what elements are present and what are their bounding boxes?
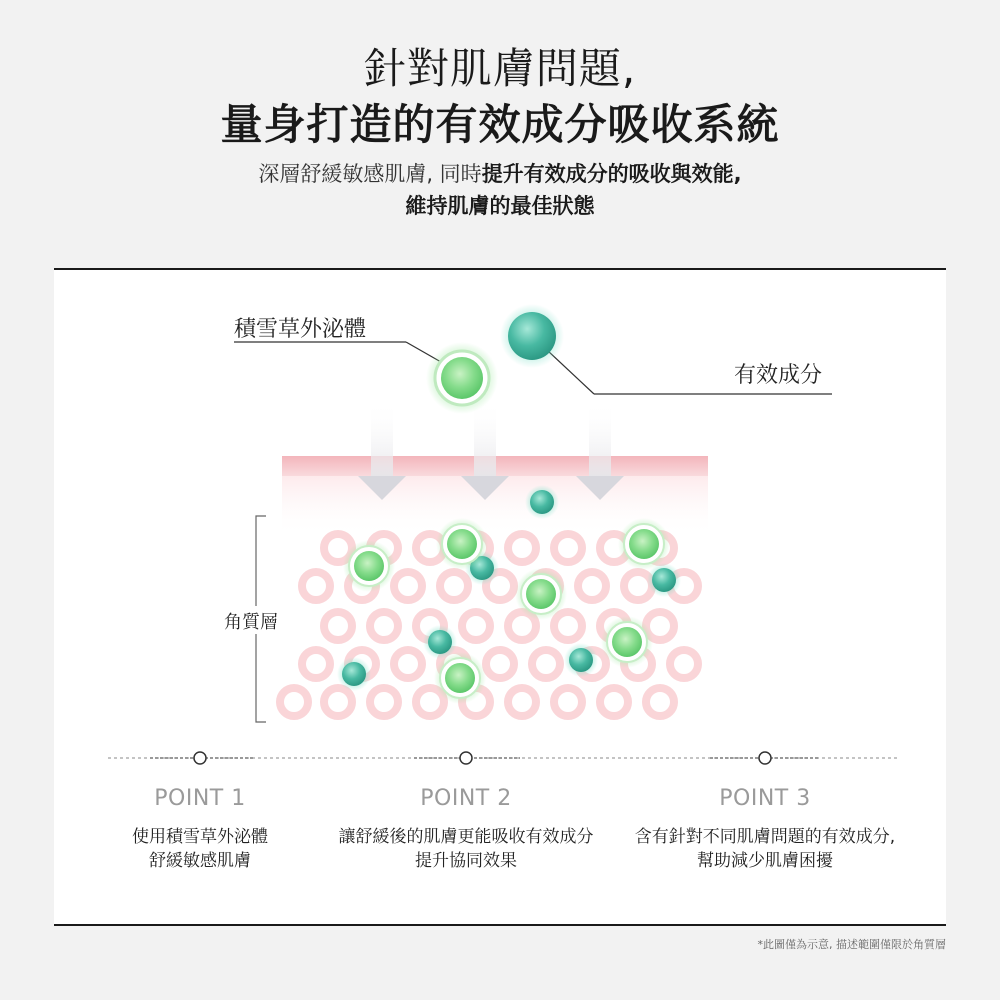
- active-ingredient-particle: [500, 304, 564, 368]
- label-active-ingredient: 有效成分: [734, 363, 823, 388]
- exosome-particle: [426, 342, 498, 414]
- point-3: [615, 786, 915, 873]
- footnote: *此圖僅為示意, 描述範圍僅限於角質層: [757, 938, 946, 951]
- point-title: POINT 3: [719, 786, 811, 811]
- subtitle-line-1: [0, 158, 1000, 188]
- subtitle-bold: 提升有效成分的吸收與效能,: [481, 162, 742, 186]
- timeline-marker-3: [759, 752, 771, 764]
- timeline-marker-2: [460, 752, 472, 764]
- point-description-line-2: 舒緩敏感肌膚: [149, 851, 251, 871]
- title-line-1: 針對肌膚問題,: [363, 44, 637, 93]
- point-description-line-2: 提升協同效果: [415, 851, 517, 871]
- header: [0, 0, 1000, 262]
- subtitle-normal: 深層舒緩敏感肌膚, 同時: [258, 162, 482, 186]
- label-exosome: 積雪草外泌體: [234, 317, 367, 342]
- point-2: [316, 786, 616, 873]
- point-description-line-1: 讓舒緩後的肌膚更能吸收有效成分: [338, 827, 594, 847]
- point-1: [50, 786, 350, 873]
- point-title: POINT 1: [154, 786, 246, 811]
- title-line-2: 量身打造的有效成分吸收系統: [220, 100, 780, 149]
- point-title: POINT 2: [420, 786, 512, 811]
- timeline: [108, 752, 898, 764]
- timeline-marker-1: [194, 752, 206, 764]
- point-description-line-1: 使用積雪草外泌體: [132, 827, 268, 847]
- label-stratum-corneum: 角質層: [224, 612, 278, 633]
- diagram-panel: [54, 268, 946, 926]
- subtitle-line-2: 維持肌膚的最佳狀態: [405, 194, 595, 218]
- point-description-line-1: 含有針對不同肌膚問題的有效成分,: [634, 827, 896, 847]
- point-description-line-2: 幫助減少肌膚困擾: [697, 851, 833, 871]
